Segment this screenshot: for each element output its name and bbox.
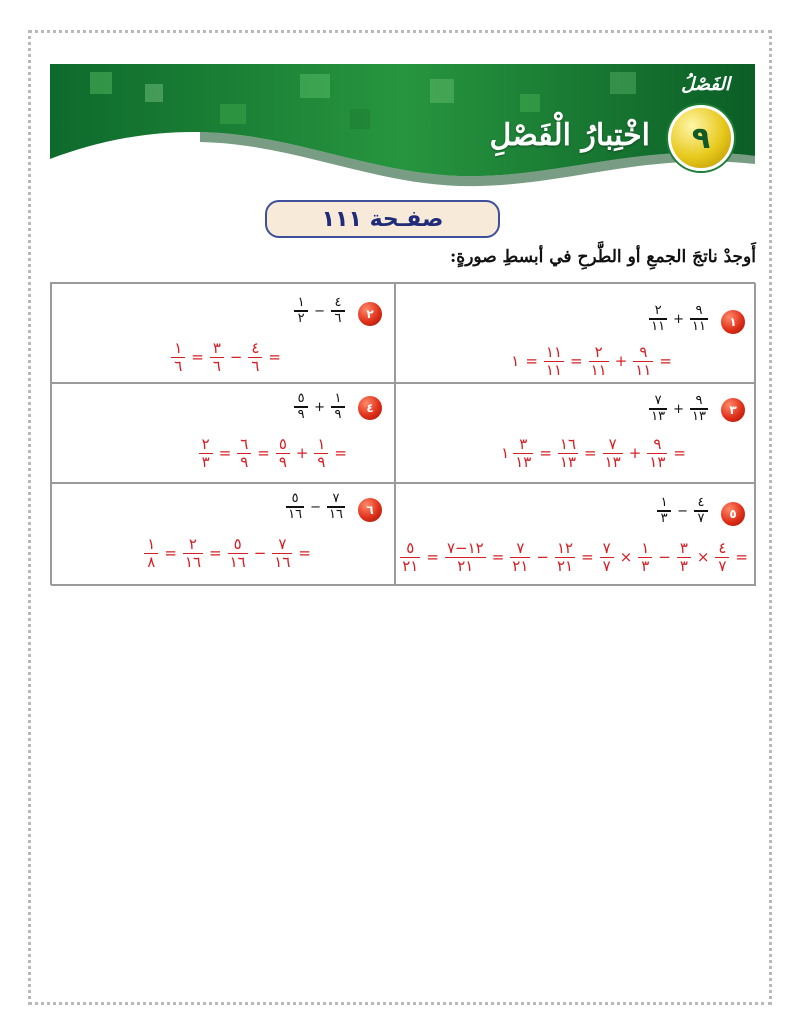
fraction bbox=[248, 340, 262, 375]
denominator: ١١ bbox=[692, 318, 706, 334]
denominator: ٣ bbox=[679, 557, 688, 575]
fraction bbox=[294, 296, 308, 326]
denominator: ٣ bbox=[641, 557, 650, 575]
math-operator: = bbox=[268, 348, 281, 367]
fraction bbox=[649, 304, 667, 334]
page-label: صفـحة ١١١ bbox=[265, 200, 500, 238]
denominator: ٦ bbox=[174, 357, 183, 375]
exercise-number-badge: ٢ bbox=[358, 302, 382, 326]
exercise-problem bbox=[646, 394, 711, 424]
fraction bbox=[183, 536, 203, 571]
denominator: ٦ bbox=[212, 357, 221, 375]
math-operator: − bbox=[253, 544, 267, 563]
math-operator: + bbox=[673, 311, 685, 327]
denominator: ٩ bbox=[240, 453, 249, 471]
numerator: ١٦ bbox=[559, 435, 577, 453]
numerator: ١ bbox=[174, 339, 183, 357]
numerator: ١ bbox=[317, 435, 326, 453]
numerator: ١ bbox=[660, 495, 668, 510]
fraction bbox=[690, 304, 708, 334]
fraction bbox=[638, 540, 652, 575]
denominator: ٧ bbox=[718, 557, 727, 575]
chapter-number: ٩ bbox=[691, 120, 711, 156]
denominator: ٣ bbox=[660, 510, 668, 526]
numerator: ٧ bbox=[278, 535, 287, 553]
mixed-whole: ١ bbox=[501, 444, 510, 463]
fraction bbox=[544, 344, 564, 379]
exercise-answer bbox=[141, 536, 314, 571]
fraction bbox=[210, 340, 224, 375]
exercise-cell bbox=[395, 483, 756, 586]
fraction bbox=[647, 436, 667, 471]
denominator: ٧ bbox=[697, 510, 705, 526]
math-operator: − bbox=[677, 503, 688, 519]
math-operator: = bbox=[673, 444, 686, 463]
denominator: ٩ bbox=[317, 453, 326, 471]
numerator: ١١ bbox=[545, 343, 563, 361]
math-operator: = bbox=[218, 444, 232, 463]
math-operator: + bbox=[614, 352, 628, 371]
numerator: ٧ bbox=[654, 393, 662, 408]
fraction bbox=[510, 540, 530, 575]
math-operator: − bbox=[536, 548, 549, 567]
chapter-word: الفَصْلُ bbox=[681, 74, 730, 95]
numerator: ٢ bbox=[201, 435, 210, 453]
math-operator: = bbox=[257, 444, 270, 463]
fraction bbox=[445, 540, 486, 575]
math-operator: = bbox=[298, 544, 311, 563]
numerator: ٣ bbox=[519, 435, 528, 453]
math-operator: = bbox=[581, 548, 594, 567]
exercise-cell bbox=[51, 483, 395, 586]
math-operator: + bbox=[673, 401, 685, 417]
math-operator: × bbox=[696, 548, 710, 567]
numerator: ٢ bbox=[594, 343, 603, 361]
chapter-number-badge bbox=[668, 105, 734, 171]
numerator: ٩ bbox=[639, 343, 648, 361]
fraction bbox=[633, 344, 653, 379]
numerator: ٥ bbox=[278, 435, 287, 453]
fraction bbox=[558, 436, 578, 471]
numerator: ٣ bbox=[212, 339, 221, 357]
numerator: ٧ bbox=[332, 491, 340, 506]
exercise-cell bbox=[395, 383, 756, 483]
fraction bbox=[228, 536, 248, 571]
fraction bbox=[171, 340, 185, 375]
fraction bbox=[327, 492, 345, 522]
fraction bbox=[199, 436, 213, 471]
exercise-problem bbox=[291, 392, 348, 422]
fraction bbox=[649, 394, 667, 424]
denominator: ١٦ bbox=[184, 553, 202, 571]
numerator: ١ bbox=[297, 295, 305, 310]
numerator: ٦ bbox=[240, 435, 249, 453]
denominator: ١١ bbox=[635, 361, 652, 379]
exercise-cell bbox=[395, 283, 756, 383]
denominator: ٩ bbox=[334, 406, 342, 422]
fraction bbox=[331, 392, 345, 422]
fraction bbox=[694, 496, 708, 526]
fraction bbox=[677, 540, 691, 575]
denominator: ١١ bbox=[651, 318, 666, 334]
numerator: ٧ bbox=[608, 435, 617, 453]
denominator: ١١ bbox=[545, 361, 563, 379]
denominator: ١٦ bbox=[288, 506, 303, 522]
denominator: ١٦ bbox=[274, 553, 291, 571]
chapter-title: اخْتِبارُ الْفَصْلِ bbox=[489, 118, 650, 153]
math-operator: + bbox=[295, 444, 309, 463]
exercise-number-badge: ٤ bbox=[358, 396, 382, 420]
exercise-problem bbox=[646, 304, 711, 334]
numerator: ١٢−٧ bbox=[446, 539, 484, 557]
numerator: ٢ bbox=[654, 303, 662, 318]
math-operator: × bbox=[619, 548, 633, 567]
exercise-grid bbox=[50, 282, 755, 585]
numerator: ١ bbox=[147, 535, 156, 553]
math-operator: = bbox=[570, 352, 583, 371]
numerator: ١ bbox=[334, 391, 342, 406]
exercise-answer bbox=[397, 540, 751, 575]
fraction bbox=[603, 436, 623, 471]
math-operator: ١ bbox=[511, 352, 520, 371]
denominator: ٢ bbox=[297, 310, 305, 326]
math-operator: + bbox=[314, 399, 325, 415]
denominator: ٢١ bbox=[556, 557, 574, 575]
denominator: ١٣ bbox=[649, 453, 666, 471]
exercise-problem bbox=[291, 296, 348, 326]
instruction-text: أَوجدْ ناتجَ الجمعِ أو الطَّرحِ في أبسطِ صورةٍ: bbox=[450, 247, 756, 267]
numerator: ١٢ bbox=[556, 539, 574, 557]
denominator: ١٣ bbox=[515, 453, 532, 471]
numerator: ٥ bbox=[233, 535, 242, 553]
fraction bbox=[294, 392, 308, 422]
numerator: ٥ bbox=[406, 539, 415, 557]
exercise-number-badge: ١ bbox=[721, 310, 745, 334]
math-operator: = bbox=[659, 352, 672, 371]
fraction bbox=[600, 540, 614, 575]
math-operator: = bbox=[426, 548, 439, 567]
denominator: ١١ bbox=[590, 361, 607, 379]
fraction bbox=[657, 496, 671, 526]
numerator: ٧ bbox=[516, 539, 525, 557]
math-operator: − bbox=[658, 548, 671, 567]
math-operator: − bbox=[314, 303, 325, 319]
numerator: ٧ bbox=[602, 539, 611, 557]
fraction bbox=[690, 394, 708, 424]
denominator: ١٣ bbox=[604, 453, 621, 471]
exercise-problem bbox=[283, 492, 348, 522]
exercise-cell bbox=[51, 383, 395, 483]
denominator: ٢١ bbox=[512, 557, 529, 575]
numerator: ٥ bbox=[291, 491, 299, 506]
math-operator: = bbox=[191, 348, 204, 367]
fraction bbox=[272, 536, 292, 571]
fraction bbox=[314, 436, 328, 471]
numerator: ٩ bbox=[695, 393, 703, 408]
denominator: ١٦ bbox=[229, 553, 246, 571]
denominator: ٨ bbox=[147, 553, 156, 571]
denominator: ٦ bbox=[251, 357, 260, 375]
numerator: ٤ bbox=[697, 495, 705, 510]
numerator: ٣ bbox=[679, 539, 688, 557]
fraction bbox=[589, 344, 609, 379]
exercise-answer bbox=[501, 436, 689, 471]
numerator: ٤ bbox=[251, 339, 260, 357]
fraction bbox=[400, 540, 420, 575]
denominator: ٧ bbox=[602, 557, 611, 575]
fraction bbox=[715, 540, 729, 575]
numerator: ٩ bbox=[653, 435, 662, 453]
math-operator: = bbox=[584, 444, 597, 463]
exercise-answer bbox=[196, 436, 350, 471]
fraction bbox=[331, 296, 345, 326]
denominator: ٢١ bbox=[402, 557, 419, 575]
exercise-number-badge: ٥ bbox=[721, 502, 745, 526]
numerator: ٥ bbox=[297, 391, 305, 406]
numerator: ١ bbox=[641, 539, 650, 557]
numerator: ٤ bbox=[718, 539, 727, 557]
exercise-answer bbox=[168, 340, 284, 375]
denominator: ٩ bbox=[297, 406, 305, 422]
math-operator: + bbox=[628, 444, 642, 463]
numerator: ٢ bbox=[188, 535, 197, 553]
exercise-cell bbox=[51, 283, 395, 383]
exercise-number-badge: ٦ bbox=[358, 498, 382, 522]
math-operator: − bbox=[229, 348, 243, 367]
denominator: ٩ bbox=[278, 453, 287, 471]
fraction bbox=[513, 436, 533, 471]
exercise-answer bbox=[508, 344, 675, 379]
exercise-number-badge: ٣ bbox=[721, 398, 745, 422]
denominator: ١٦ bbox=[329, 506, 343, 522]
fraction bbox=[555, 540, 575, 575]
math-operator: − bbox=[310, 499, 322, 515]
fraction bbox=[237, 436, 251, 471]
fraction bbox=[276, 436, 290, 471]
exercise-problem bbox=[654, 496, 711, 526]
denominator: ٢١ bbox=[457, 557, 474, 575]
denominator: ١٣ bbox=[692, 408, 706, 424]
fraction bbox=[144, 536, 158, 571]
math-operator: = bbox=[525, 352, 538, 371]
math-operator: = bbox=[539, 444, 552, 463]
denominator: ٦ bbox=[334, 310, 342, 326]
denominator: ١٣ bbox=[651, 408, 666, 424]
numerator: ٤ bbox=[334, 295, 342, 310]
math-operator: = bbox=[735, 548, 748, 567]
math-operator: = bbox=[164, 544, 177, 563]
math-operator: = bbox=[334, 444, 347, 463]
denominator: ٣ bbox=[201, 453, 210, 471]
fraction bbox=[286, 492, 304, 522]
math-operator: = bbox=[491, 548, 505, 567]
numerator: ٩ bbox=[695, 303, 703, 318]
denominator: ١٣ bbox=[559, 453, 577, 471]
math-operator: = bbox=[209, 544, 222, 563]
